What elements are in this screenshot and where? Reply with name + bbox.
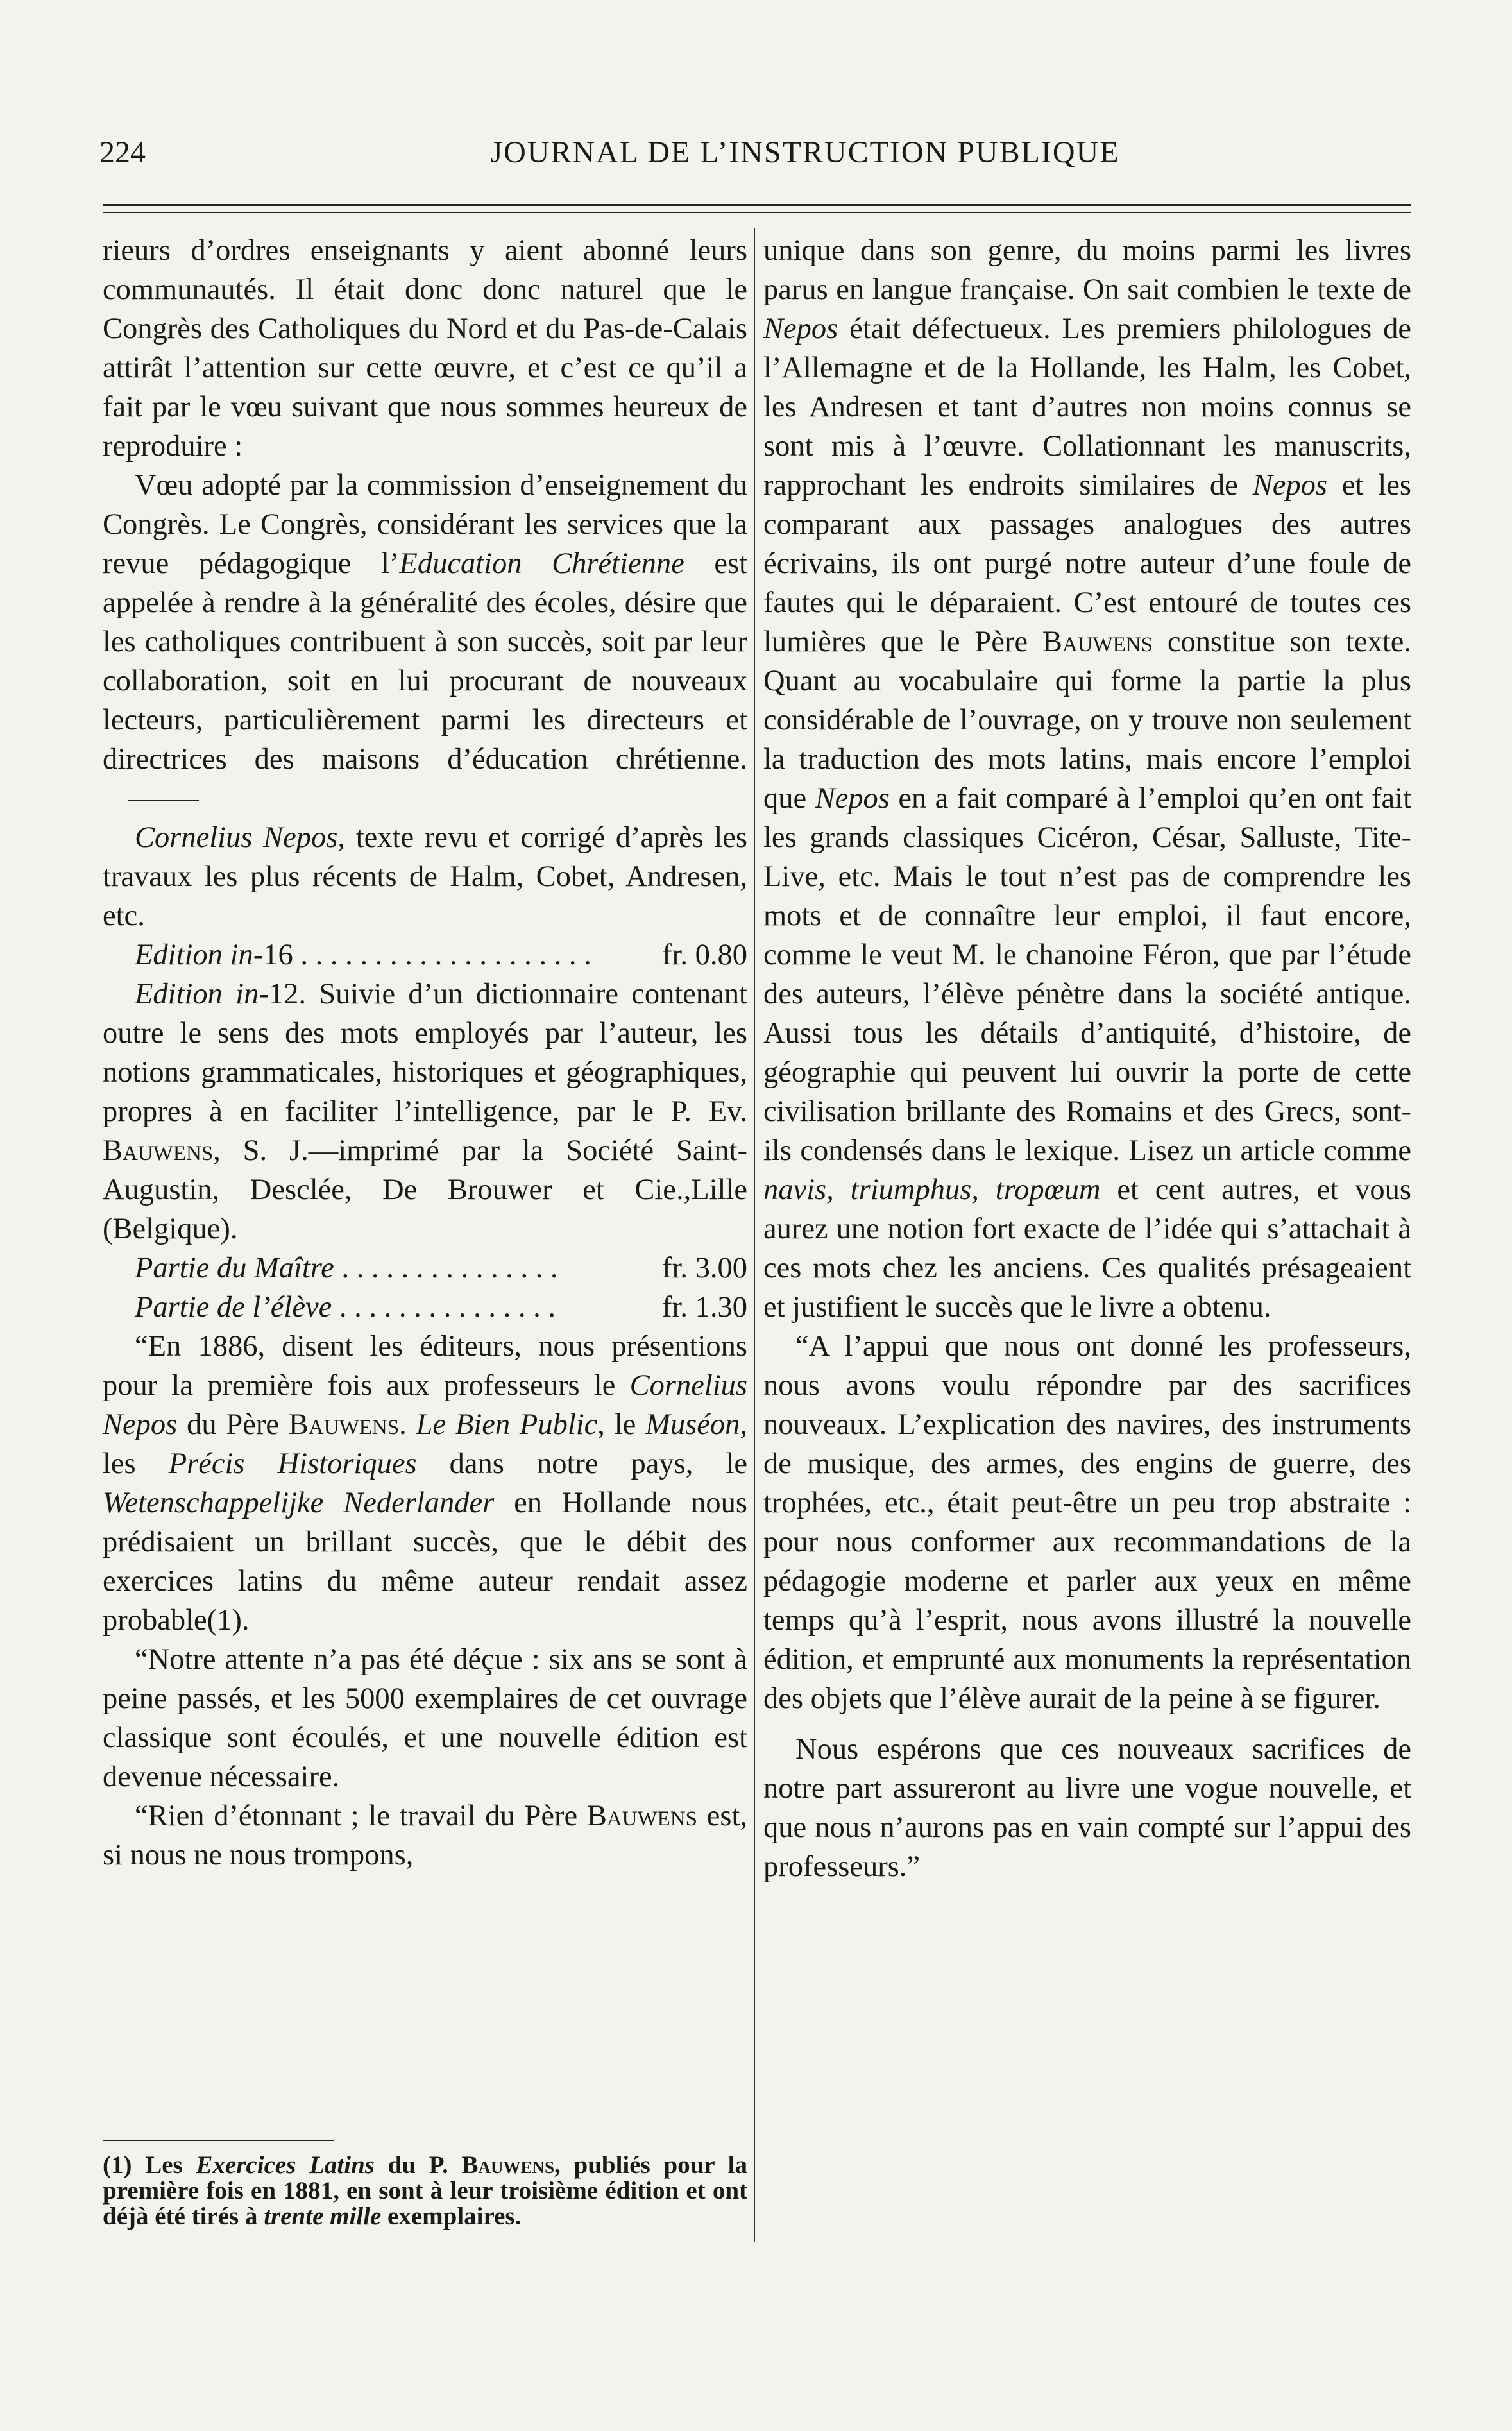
- paragraph-esperons: Nous espérons que ces nouveaux sacrifices de notre part assureront au livre une vogue nouvelle, et que nous n’aurons pas en vain compté sur l’appui des professeurs.”: [763, 1733, 1411, 1883]
- price-line-maitre: Partie du Maître . . . . . . . . . . . . . . . fr. 3.00: [103, 1249, 747, 1288]
- price-line-edition-16: Edition in-16 . . . . . . . . . . . . . . . . . . . . fr. 0.80: [103, 935, 747, 975]
- right-column: [763, 231, 1411, 1886]
- running-title: JOURNAL DE L’INSTRUCTION PUBLIQUE: [490, 135, 1120, 169]
- paragraph-attente: “Notre attente n’a pas été déçue : six ans se sont à peine passés, et les 5000 exemplaires de cet ouvrage classique sont écoulés, et une nouvelle édition est devenue nécessaire.: [103, 1643, 747, 1793]
- paragraph: rieurs d’ordres enseignants y aient abonné leurs communautés. Il était donc donc naturel que le Congrès des Catholiques du Nord et du Pas-de-Calais attirât l’attention sur cette œuvre, et c’est ce qu’il a fait par le vœu suivant que nous sommes heureux de reproduire :: [103, 234, 747, 463]
- price: fr. 0.80: [661, 939, 747, 971]
- book-notice: [103, 818, 747, 1327]
- column-divider: [754, 228, 755, 2242]
- header-rule-secondary: [103, 212, 1411, 213]
- edition-12-description: Edition in-12. Suivie d’un dictionnaire contenant outre le sens des mots employés par l’auteur, les notions grammaticales, historiques et géographiques, propres à en faciliter l’intelligence, par le P. Ev. Bauwens, S. J.—imprimé par la Société Saint-Augustin, Desclée, De Brouwer et Cie.,Lille (Belgique).: [103, 978, 747, 1245]
- footnote-rule: [103, 2140, 334, 2141]
- paragraph-editeurs: “En 1886, disent les éditeurs, nous présentions pour la première fois aux professeurs le Cornelius Nepos du Père Bauwens. Le Bien Public, le Muséon, les Précis Historiques dans notre pays, le Wetenschappelijke Nederlander en Hollande nous prédisaient un brillant succès, que le débit des exercices latins du même auteur rendait assez probable(1).: [103, 1330, 748, 1637]
- spacer: [763, 1718, 1411, 1730]
- left-column: [103, 231, 747, 1875]
- price: fr. 3.00: [661, 1252, 747, 1284]
- paragraph-unique: unique dans son genre, du moins parmi les livres parus en langue française. On sait combien le texte de Nepos était défectueux. Les premiers philologues de l’Allemagne et de la Hollande, les Halm, les Cobet, les Andresen et tant d’autres non moins connus se sont mis à l’œuvre. Collationnant les manuscrits, rapprochant les endroits similaires de Nepos et les comparant aux passages analogues des autres écrivains, ils ont purgé notre auteur d’une foule de fautes qui le déparaient. C’est entouré de toutes ces lumières que le Père Bauwens constitue son texte. Quant au vocabulaire qui forme la partie la plus considérable de l’ouvrage, on y trouve non seulement la traduction des mots latins, mais encore l’emploi que Nepos en a fait comparé à l’emploi qu’en ont fait les grands classiques Cicéron, César, Salluste, Tite-Live, etc. Mais le tout n’est pas de comprendre les mots et de connaître leur emploi, il faut encore, comme le veut M. le chanoine Féron, que par l’étude des auteurs, l’élève pénètre dans la société antique. Aussi tous les détails d’antiquité, d’histoire, de géographie qui peuvent lui ouvrir la porte de cette civilisation brillante des Romains et des Grecs, sont-ils condensés dans le lexique. Lisez un article comme navis, triumphus, tropœum et cent autres, et vous aurez une notion fort exacte de l’idée qui s’attachait à ces mots chez les anciens. Ces qualités présageaient et justifient le succès que le livre a obtenu.: [763, 234, 1412, 1324]
- header-rule: [103, 204, 1411, 206]
- book-title: Cornelius Nepos, texte revu et corrigé d’après les travaux les plus récents de Halm, Cobet, Andresen, etc.: [103, 821, 748, 932]
- price: fr. 1.30: [661, 1291, 747, 1324]
- separator-dash: [128, 800, 199, 801]
- page-number: 224: [99, 135, 146, 169]
- price-line-eleve: Partie de l’élève . . . . . . . . . . . . . . . fr. 1.30: [103, 1288, 747, 1327]
- footnote: (1) Les Exercices Latins du P. Bauwens, publiés pour la première fois en 1881, en sont à leur troisième édition et ont déjà été tirés à trente mille exemplaires.: [103, 2151, 747, 2230]
- paragraph-appui: “A l’appui que nous ont donné les professeurs, nous avons voulu répondre par des sacrifices nouveaux. L’explication des navires, des instruments de musique, des armes, des engins de guerre, des trophées, etc., était peut-être un peu trop abstraite : pour nous conformer aux recommandations de la pédagogie moderne et parler aux yeux en même temps qu’à l’esprit, nous avons illustré la nouvelle édition, et emprunté aux monuments la représentation des objets que l’élève aurait de la peine à se figurer.: [763, 1330, 1411, 1715]
- paragraph-rien: “Rien d’étonnant ; le travail du Père Bauwens est, si nous ne nous trompons,: [103, 1800, 747, 1872]
- page-header: [99, 128, 1395, 186]
- paragraph-voeu: Vœu adopté par la commission d’enseignement du Congrès. Le Congrès, considérant les services que la revue pédagogique l’Education Chrétienne est appelée à rendre à la généralité des écoles, désire que les catholiques contribuent à son succès, soit par leur collaboration, soit en lui procurant de nouveaux lecteurs, particulièrement parmi les directeurs et directrices des maisons d’éducation chrétienne.: [103, 466, 747, 818]
